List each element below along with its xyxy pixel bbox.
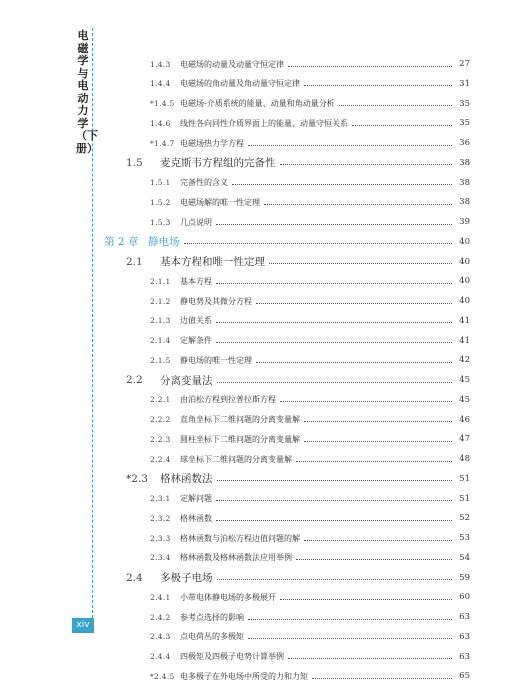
toc-subsection-row[interactable] [96,133,470,153]
toc-entry-page: 53 [459,533,470,543]
toc-entry-page: 38 [459,197,470,208]
toc-dot-leader [280,164,453,165]
toc-dot-leader [269,263,452,264]
toc-entry-title: 分离变量法 [160,374,213,387]
toc-dot-leader [256,303,452,304]
toc-entry-title: 格林函数与泊松方程边值问题的解 [180,533,300,543]
toc-subsection-row[interactable] [96,390,470,410]
toc-entry-number: 2.2.3 [150,434,171,444]
toc-entry-number: 1.5.2 [150,197,171,207]
toc-entry-number: 1.4.3 [150,59,171,69]
toc-entry-title: 球坐标下二维问题的分离变量解 [180,454,292,464]
toc-dot-leader [280,599,452,600]
toc-dot-leader [216,322,452,323]
toc-entry-number: 2.1 [126,255,143,268]
toc-entry-page: 42 [459,355,470,366]
toc-dot-leader [248,638,452,639]
toc-entry-number: 2.2 [126,374,143,386]
toc-entry-title: 边值关系 [180,316,212,326]
toc-entry-page: 40 [459,236,470,247]
toc-entry-number: 2.1.3 [150,316,171,326]
toc-entry-number: 2.3.4 [150,553,171,563]
toc-entry-page: 31 [459,78,470,89]
toc-dot-leader [288,658,452,659]
toc-entry-title: 完备性的含义 [180,178,228,187]
toc-entry-title: 点电荷丛的多极矩 [180,632,244,642]
toc-entry-title: 基本方程 [180,276,212,286]
toc-entry-number: 第 2 章 [104,236,139,249]
toc-entry-title: 参考点选择的影响 [180,612,244,622]
toc-entry-number: 1.4.4 [150,79,171,89]
toc-entry-page: 40 [459,256,470,267]
toc-entry-page: 52 [459,513,470,524]
toc-entry-number: 1.5.3 [150,217,171,227]
toc-subsection-row[interactable] [96,173,470,193]
toc-chapter-row[interactable] [96,232,470,252]
toc-subsection-row[interactable] [96,74,470,94]
toc-subsection-row[interactable] [96,528,470,548]
toc-entry-title: 静电场的唯一性定理 [180,355,252,365]
toc-entry-page: 51 [459,493,470,504]
toc-entry-page: 60 [459,592,470,603]
toc-entry-title: 线性各向同性介质界面上的能量、动量守恒关系 [180,118,348,128]
toc-entry-page: 54 [459,552,470,563]
toc-dot-leader [288,66,452,67]
toc-entry-number: 2.2.1 [150,395,171,405]
toc-dot-leader [304,441,452,442]
toc-subsection-row[interactable] [96,54,470,74]
toc-entry-title: 电磁场解的唯一性定理 [180,197,260,207]
toc-entry-title: 多极子电场 [160,572,213,584]
toc-entry-title: 格林函数 [180,513,212,523]
toc-entry-page: 35 [459,98,470,109]
toc-dot-leader [352,125,452,126]
toc-subsection-row[interactable] [96,548,470,568]
toc-entry-title: 静电场 [148,236,180,249]
toc-subsection-row[interactable] [96,587,470,607]
toc-entry-number: 2.4.3 [150,632,171,642]
toc-entry-page: 63 [459,631,470,642]
toc-dot-leader [280,401,452,402]
toc-entry-number: 2.4 [126,571,143,584]
toc-subsection-row[interactable] [96,508,470,528]
margin-divider [92,28,93,618]
toc-subsection-row[interactable] [96,94,470,114]
toc-entry-title: 基本方程和唯一性定理 [160,256,265,268]
toc-entry-page: 48 [459,454,470,464]
toc-entry-page: 51 [459,473,470,484]
toc-entry-number: 2.4.4 [150,652,171,661]
toc-subsection-row[interactable] [96,627,470,647]
toc-dot-leader [184,243,453,244]
toc-entry-number: 2.1.1 [150,276,171,286]
toc-entry-number: *2.3 [126,472,148,485]
toc-entry-number: *2.4.5 [150,671,175,681]
toc-entry-number: 1.5.1 [150,178,171,187]
toc-entry-title: 电磁场的角动量及角动量守恒定律 [180,79,300,89]
toc-subsection-row[interactable] [96,429,470,449]
toc-dot-leader [264,204,452,205]
toc-entry-title: 小带电体静电场的多极展开 [180,592,276,602]
toc-subsection-row[interactable] [96,410,470,430]
toc-entry-title: 电磁场-介质系统的能量、动量和角动量分析 [180,99,335,108]
toc-entry-number: 2.1.2 [150,296,171,306]
toc-subsection-row[interactable] [96,350,470,370]
toc-entry-number: 2.1.4 [150,336,171,345]
toc-entry-number: *1.4.5 [150,99,175,108]
toc-dot-leader [217,480,453,481]
toc-entry-title: 电多极子在外电场中所受的力和力矩 [180,671,308,681]
toc-subsection-row[interactable] [96,607,470,627]
toc-entry-page: 45 [459,375,470,385]
toc-entry-page: 40 [459,296,470,306]
toc-entry-title: 由泊松方程到拉普拉斯方程 [180,395,276,405]
toc-entry-page: 27 [459,59,470,69]
toc-subsection-row[interactable] [96,489,470,509]
toc-dot-leader [216,224,452,225]
toc-section-row[interactable] [96,153,470,173]
toc-subsection-row[interactable] [96,311,470,331]
toc-entry-title: 格林函数及格林函数法应用举例 [180,553,292,563]
toc-dot-leader [304,540,452,541]
toc-entry-page: 35 [459,118,470,129]
toc-subsection-row[interactable] [96,449,470,469]
toc-dot-leader [248,619,452,620]
toc-subsection-row[interactable] [96,331,470,351]
toc-entry-title: 麦克斯韦方程组的完备性 [160,157,276,170]
toc-entry-number: 1.4.6 [150,118,171,128]
toc-entry-title: 定解条件 [180,336,212,345]
toc-subsection-row[interactable] [96,271,470,291]
toc-dot-leader [312,678,452,679]
toc-entry-title: 格林函数法 [160,473,213,486]
toc-entry-number: 2.2.2 [150,415,171,424]
toc-subsection-row[interactable] [96,291,470,311]
toc-entry-title: 圆柱坐标下二维问题的分离变量解 [180,434,300,444]
toc-dot-leader [256,362,452,363]
toc-section-row[interactable] [96,568,470,588]
toc-entry-page: 38 [459,157,470,168]
toc-dot-leader [248,145,452,146]
toc-dot-leader [216,283,452,284]
toc-entry-page: 46 [459,414,470,425]
toc-entry-title: 定解问题 [180,494,212,503]
toc-entry-page: 63 [459,651,470,662]
toc-entry-number: 2.4.2 [150,612,171,622]
toc-entry-number: 2.3.2 [150,513,171,523]
toc-entry-title: 几点说明 [180,217,212,227]
toc-dot-leader [217,382,453,383]
toc-dot-leader [304,85,452,86]
toc-entry-number: 2.1.5 [150,355,171,365]
toc-dot-leader [339,105,452,106]
toc-entry-number: 2.3.1 [150,494,171,503]
toc-dot-leader [216,500,452,501]
running-book-title: 电磁学与电动力学（下册） [76,29,98,155]
toc-subsection-row[interactable] [96,212,470,232]
toc-entry-title: 静电势及其微分方程 [180,296,252,306]
toc-section-row[interactable] [96,370,470,390]
toc-entry-page: 65 [459,671,470,682]
toc-subsection-row[interactable] [96,192,470,212]
toc-entry-page: 45 [459,394,470,405]
toc-entry-page: 38 [459,177,470,188]
toc-entry-page: 36 [459,138,470,148]
toc-dot-leader [232,184,452,185]
toc-section-row[interactable] [96,252,470,272]
toc-dot-leader [304,421,452,422]
toc-entry-number: 1.5 [126,156,143,169]
toc-entry-page: 40 [459,276,470,287]
toc-dot-leader [296,559,452,560]
toc-entry-title: 直角坐标下二维问题的分离变量解 [180,415,300,424]
toc-entry-page: 63 [459,612,470,622]
toc-subsection-row[interactable] [96,647,470,667]
toc-entry-title: 电磁场热力学方程 [180,138,244,148]
toc-entry-number: 2.4.1 [150,592,171,602]
toc-entry-title: 四极矩及四极子电势计算举例 [180,652,284,661]
toc-entry-page: 47 [459,434,470,445]
toc-dot-leader [217,579,453,580]
toc-subsection-row[interactable] [96,666,470,686]
toc-entry-number: *1.4.7 [150,138,175,148]
page-number-badge: xiv [72,618,94,633]
toc-section-row[interactable] [96,469,470,489]
toc-entry-number: 2.2.4 [150,454,171,464]
toc-entry-number: 2.3.3 [150,533,171,543]
toc-dot-leader [216,520,452,521]
toc-entry-page: 59 [459,572,470,583]
toc-entry-title: 电磁场的动量及动量守恒定律 [180,59,284,69]
toc-subsection-row[interactable] [96,113,470,133]
toc-entry-page: 41 [459,315,470,326]
toc-entry-page: 39 [459,217,470,227]
toc-dot-leader [216,342,452,343]
toc-dot-leader [296,461,452,462]
toc-entry-page: 41 [459,335,470,346]
